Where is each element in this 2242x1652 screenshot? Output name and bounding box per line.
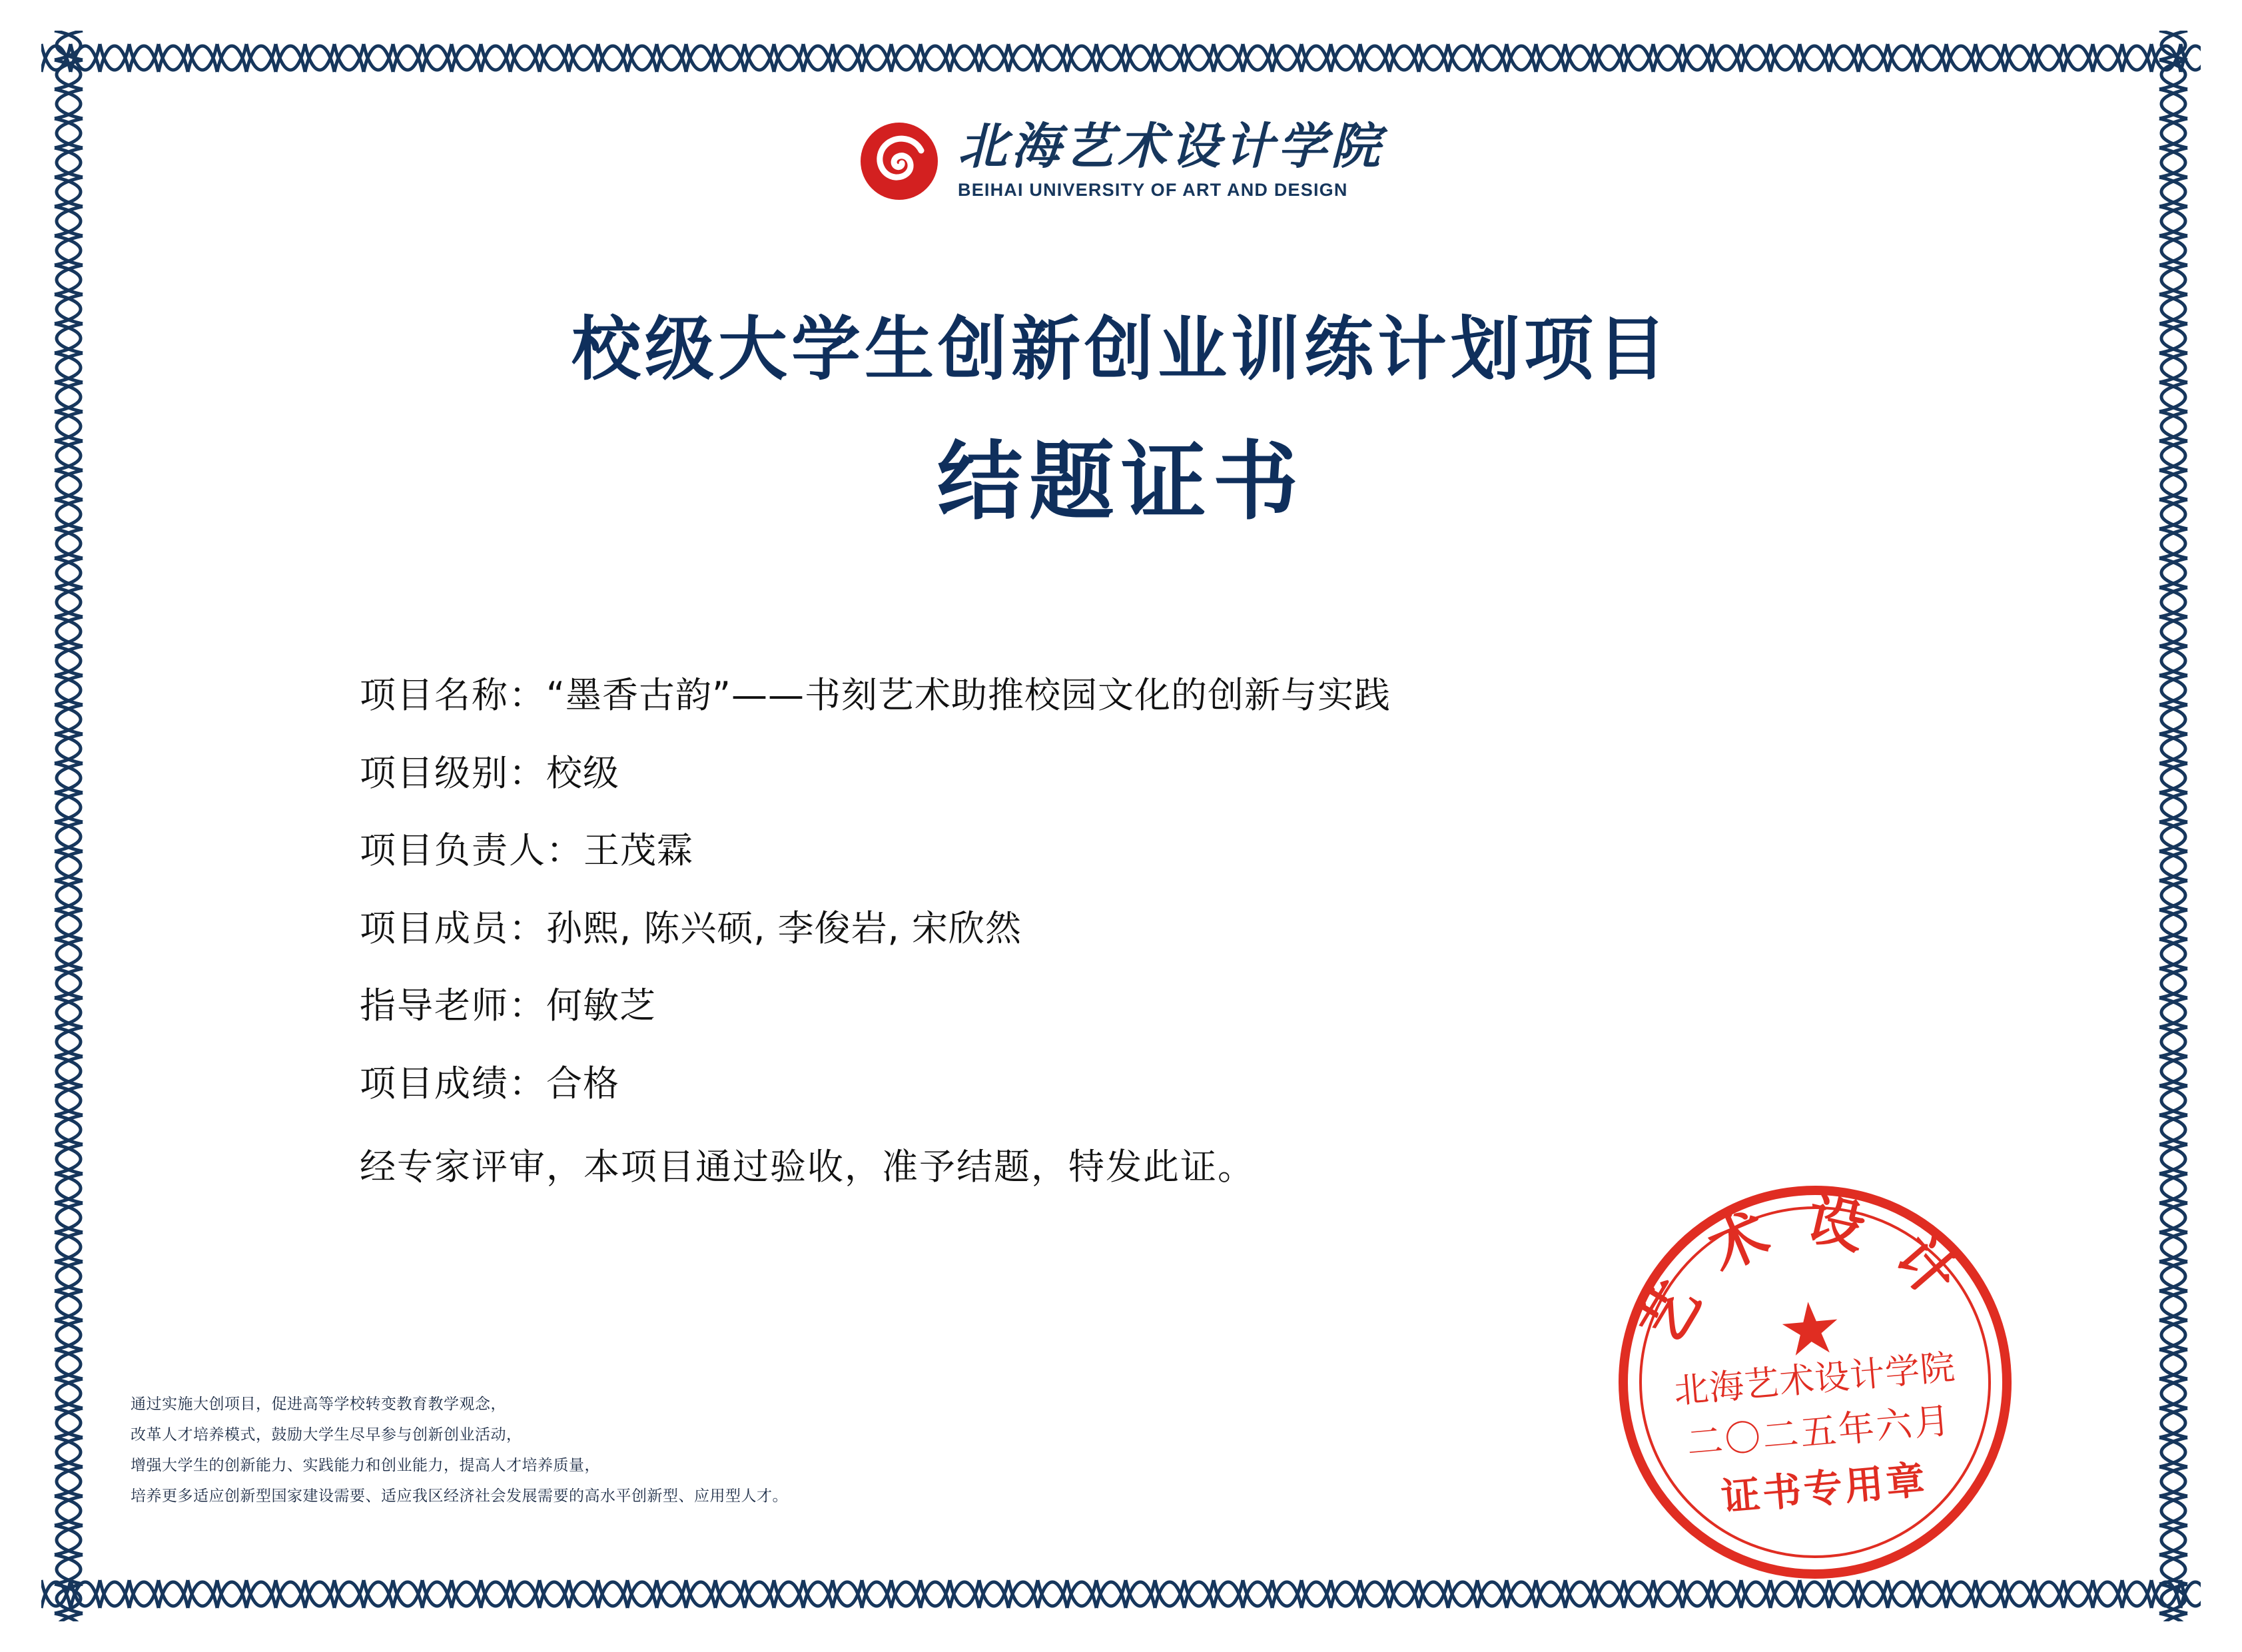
footnote-text (131, 1389, 1396, 1511)
field-label: 项目级别： (360, 751, 546, 794)
certificate-statement: 经专家评审，本项目通过验收，准予结题，特发此证。 (360, 1146, 1255, 1188)
footnote-line: 增强大学生的创新能力、实践能力和创业能力，提高人才培养质量， (131, 1457, 600, 1474)
field-project-members (360, 906, 1892, 951)
svg-text:北海艺术设计学院: 北海艺术设计学院 (1672, 1347, 1958, 1412)
field-value: “墨香古韵”——书刻艺术助推校园文化的创新与实践 (546, 674, 1391, 716)
institution-logo (0, 120, 2242, 206)
border-rope-left (41, 31, 96, 1621)
border-rope-top (41, 31, 2201, 85)
logo-en-name: BEIHAI UNIVERSITY OF ART AND DESIGN (958, 180, 1348, 201)
footnote-line: 通过实施大创项目，促进高等学校转变教育教学观念， (131, 1396, 506, 1413)
field-advisor (360, 983, 1892, 1029)
certificate-fields (360, 673, 1892, 1190)
logo-cn-name: 北海艺术设计学院 (958, 119, 1384, 175)
field-value: 校级 (546, 751, 619, 794)
field-label: 指导老师： (360, 985, 546, 1027)
swirl-logo-icon (858, 120, 940, 203)
certificate-title-line2: 结题证书 (936, 432, 1305, 532)
field-label: 项目名称： (360, 674, 546, 716)
official-seal (1595, 1162, 2036, 1603)
footnote-line: 改革人才培养模式，鼓励大学生尽早参与创新创业活动， (131, 1426, 522, 1444)
svg-text:★: ★ (1774, 1285, 1846, 1374)
footnote-line: 培养更多适应创新型国家建设需要、适应我区经济社会发展需要的高水平创新型、应用型人才。 (131, 1487, 788, 1505)
field-project-grade (360, 1061, 1892, 1106)
svg-text:证书专用章: 证书专用章 (1719, 1457, 1930, 1520)
field-value: 何敏芝 (546, 985, 656, 1027)
svg-text:艺术设计: 艺术设计 (1627, 1184, 1990, 1356)
certificate-title-line1: 校级大学生创新创业训练计划项目 (571, 308, 1671, 390)
field-label: 项目成员： (360, 907, 546, 949)
border-rope-right (2146, 31, 2201, 1621)
field-value: 孙熙, 陈兴硕, 李俊岩, 宋欣然 (546, 907, 1022, 949)
field-project-level (360, 751, 1892, 796)
field-project-name (360, 673, 1892, 718)
svg-text:二〇二五年六月: 二〇二五年六月 (1685, 1399, 1954, 1464)
field-value: 王茂霖 (583, 829, 693, 871)
field-value: 合格 (546, 1062, 619, 1104)
field-label: 项目负责人： (360, 829, 583, 871)
field-label: 项目成绩： (360, 1062, 546, 1104)
field-project-leader (360, 828, 1892, 873)
